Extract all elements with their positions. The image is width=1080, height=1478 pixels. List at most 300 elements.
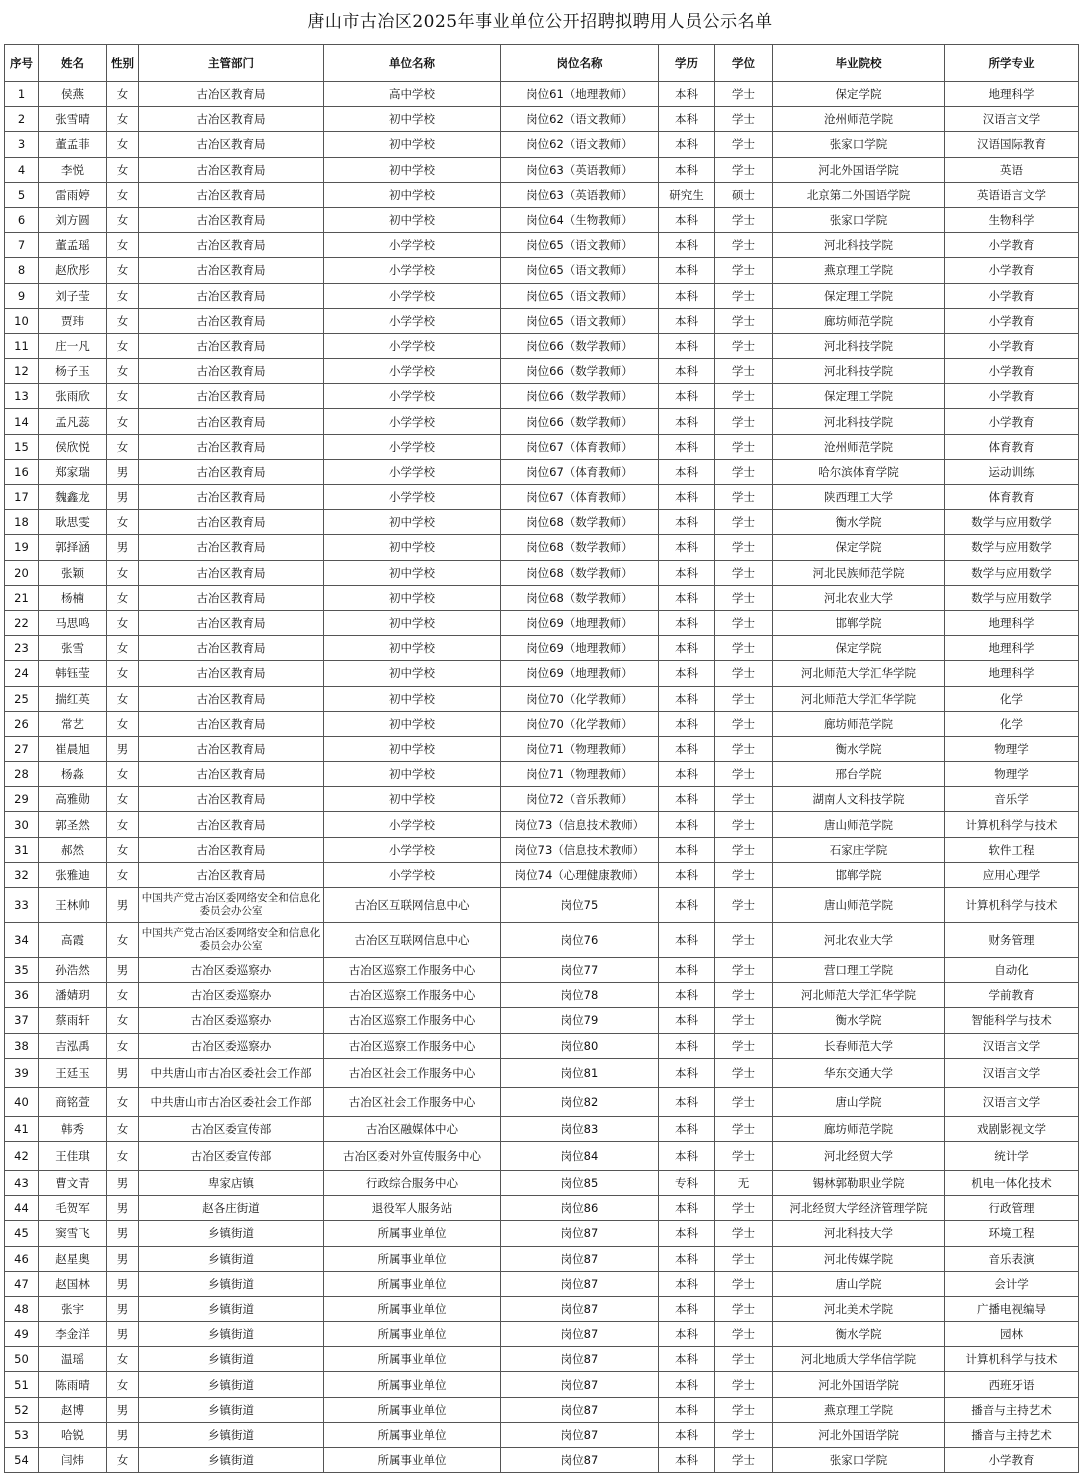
cell-col-school: 营口理工学院 <box>773 958 945 983</box>
cell-col-education: 本科 <box>659 510 715 535</box>
cell-col-position: 岗位82 <box>501 1087 659 1116</box>
cell-col-school: 华东交通大学 <box>773 1058 945 1087</box>
cell-col-education: 本科 <box>659 888 715 923</box>
cell-col-school: 邢台学院 <box>773 762 945 787</box>
cell-col-unit: 初中学校 <box>324 585 501 610</box>
cell-col-position: 岗位67（体育教师） <box>501 459 659 484</box>
cell-col-index: 7 <box>5 233 39 258</box>
cell-col-degree: 学士 <box>715 1196 773 1221</box>
cell-col-unit: 初中学校 <box>324 157 501 182</box>
cell-col-major: 小学教育 <box>945 308 1079 333</box>
cell-col-index: 32 <box>5 862 39 887</box>
cell-col-position: 岗位87 <box>501 1422 659 1447</box>
cell-col-department: 古冶区教育局 <box>139 636 324 661</box>
table-row <box>5 1271 1079 1296</box>
cell-col-position: 岗位70（化学教师） <box>501 686 659 711</box>
cell-col-education: 本科 <box>659 1087 715 1116</box>
cell-col-unit: 小学学校 <box>324 384 501 409</box>
cell-col-gender: 女 <box>107 182 139 207</box>
cell-col-unit: 小学学校 <box>324 359 501 384</box>
cell-col-name: 哈锐 <box>39 1422 107 1447</box>
cell-col-department: 乡镇街道 <box>139 1422 324 1447</box>
cell-col-education: 本科 <box>659 1246 715 1271</box>
cell-col-department: 古冶区教育局 <box>139 132 324 157</box>
cell-col-index: 10 <box>5 308 39 333</box>
cell-col-department: 古冶区教育局 <box>139 535 324 560</box>
cell-col-department: 乡镇街道 <box>139 1221 324 1246</box>
cell-col-position: 岗位87 <box>501 1347 659 1372</box>
cell-col-index: 38 <box>5 1033 39 1058</box>
cell-col-major: 生物科学 <box>945 207 1079 232</box>
cell-col-degree: 学士 <box>715 258 773 283</box>
cell-col-position: 岗位73（信息技术教师） <box>501 837 659 862</box>
cell-col-education: 本科 <box>659 409 715 434</box>
cell-col-unit: 所属事业单位 <box>324 1422 501 1447</box>
cell-col-school: 保定理工学院 <box>773 384 945 409</box>
cell-col-position: 岗位87 <box>501 1271 659 1296</box>
cell-col-index: 5 <box>5 182 39 207</box>
cell-col-department: 古冶区教育局 <box>139 157 324 182</box>
cell-col-gender: 女 <box>107 1448 139 1473</box>
cell-col-major: 汉语国际教育 <box>945 132 1079 157</box>
cell-col-unit: 行政综合服务中心 <box>324 1170 501 1195</box>
cell-col-index: 18 <box>5 510 39 535</box>
cell-col-education: 本科 <box>659 359 715 384</box>
cell-col-index: 25 <box>5 686 39 711</box>
cell-col-unit: 初中学校 <box>324 661 501 686</box>
cell-col-index: 41 <box>5 1116 39 1141</box>
cell-col-school: 燕京理工学院 <box>773 258 945 283</box>
cell-col-major: 地理科学 <box>945 610 1079 635</box>
cell-col-degree: 学士 <box>715 233 773 258</box>
cell-col-degree: 学士 <box>715 812 773 837</box>
cell-col-school: 河北科技大学 <box>773 1221 945 1246</box>
table-row <box>5 1347 1079 1372</box>
cell-col-unit: 初中学校 <box>324 535 501 560</box>
table-row <box>5 762 1079 787</box>
table-row <box>5 459 1079 484</box>
cell-col-department: 古冶区委巡察办 <box>139 1008 324 1033</box>
cell-col-index: 20 <box>5 560 39 585</box>
cell-col-major: 小学教育 <box>945 359 1079 384</box>
cell-col-gender: 女 <box>107 82 139 107</box>
cell-col-degree: 学士 <box>715 923 773 958</box>
cell-col-position: 岗位73（信息技术教师） <box>501 812 659 837</box>
header-col-school: 毕业院校 <box>773 45 945 82</box>
cell-col-gender: 女 <box>107 1347 139 1372</box>
cell-col-name: 董孟菲 <box>39 132 107 157</box>
cell-col-name: 李悦 <box>39 157 107 182</box>
cell-col-degree: 学士 <box>715 409 773 434</box>
cell-col-position: 岗位87 <box>501 1246 659 1271</box>
cell-col-major: 化学 <box>945 686 1079 711</box>
cell-col-degree: 学士 <box>715 1448 773 1473</box>
cell-col-position: 岗位81 <box>501 1058 659 1087</box>
cell-col-degree: 无 <box>715 1170 773 1195</box>
cell-col-education: 本科 <box>659 308 715 333</box>
cell-col-name: 王佳琪 <box>39 1141 107 1170</box>
cell-col-education: 本科 <box>659 1008 715 1033</box>
cell-col-gender: 女 <box>107 409 139 434</box>
cell-col-department: 古冶区教育局 <box>139 384 324 409</box>
cell-col-education: 本科 <box>659 258 715 283</box>
cell-col-degree: 学士 <box>715 1397 773 1422</box>
table-row <box>5 308 1079 333</box>
cell-col-department: 乡镇街道 <box>139 1271 324 1296</box>
header-col-unit: 单位名称 <box>324 45 501 82</box>
table-row <box>5 157 1079 182</box>
cell-col-gender: 男 <box>107 1221 139 1246</box>
cell-col-degree: 学士 <box>715 787 773 812</box>
cell-col-unit: 所属事业单位 <box>324 1372 501 1397</box>
cell-col-name: 郭择涵 <box>39 535 107 560</box>
cell-col-degree: 学士 <box>715 1271 773 1296</box>
cell-col-index: 19 <box>5 535 39 560</box>
cell-col-unit: 初中学校 <box>324 182 501 207</box>
cell-col-unit: 初中学校 <box>324 610 501 635</box>
cell-col-department: 古冶区委巡察办 <box>139 958 324 983</box>
cell-col-major: 小学教育 <box>945 333 1079 358</box>
cell-col-major: 体育教育 <box>945 434 1079 459</box>
header-col-name: 姓名 <box>39 45 107 82</box>
table-row <box>5 384 1079 409</box>
cell-col-major: 小学教育 <box>945 1448 1079 1473</box>
cell-col-position: 岗位80 <box>501 1033 659 1058</box>
cell-col-department: 古冶区教育局 <box>139 409 324 434</box>
cell-col-unit: 初中学校 <box>324 132 501 157</box>
table-row <box>5 560 1079 585</box>
cell-col-department: 古冶区教育局 <box>139 434 324 459</box>
cell-col-school: 长春师范大学 <box>773 1033 945 1058</box>
cell-col-name: 杨子玉 <box>39 359 107 384</box>
cell-col-school: 河北科技学院 <box>773 359 945 384</box>
cell-col-department: 古冶区教育局 <box>139 82 324 107</box>
table-row <box>5 233 1079 258</box>
cell-col-degree: 学士 <box>715 862 773 887</box>
cell-col-degree: 学士 <box>715 585 773 610</box>
cell-col-degree: 学士 <box>715 958 773 983</box>
cell-col-education: 本科 <box>659 585 715 610</box>
cell-col-gender: 女 <box>107 233 139 258</box>
cell-col-index: 23 <box>5 636 39 661</box>
cell-col-index: 26 <box>5 711 39 736</box>
cell-col-school: 邯郸学院 <box>773 862 945 887</box>
cell-col-degree: 学士 <box>715 1372 773 1397</box>
cell-col-major: 西班牙语 <box>945 1372 1079 1397</box>
cell-col-name: 高雅勋 <box>39 787 107 812</box>
table-row <box>5 283 1079 308</box>
cell-col-school: 河北师范大学汇华学院 <box>773 983 945 1008</box>
cell-col-name: 张雅迪 <box>39 862 107 887</box>
header-col-education: 学历 <box>659 45 715 82</box>
cell-col-department: 古冶区教育局 <box>139 661 324 686</box>
cell-col-education: 本科 <box>659 923 715 958</box>
cell-col-name: 马思鸣 <box>39 610 107 635</box>
cell-col-name: 孟凡蕊 <box>39 409 107 434</box>
cell-col-name: 韩钰莹 <box>39 661 107 686</box>
table-row <box>5 736 1079 761</box>
table-row <box>5 409 1079 434</box>
cell-col-unit: 所属事业单位 <box>324 1397 501 1422</box>
cell-col-name: 张雨欣 <box>39 384 107 409</box>
cell-col-unit: 所属事业单位 <box>324 1322 501 1347</box>
cell-col-position: 岗位75 <box>501 888 659 923</box>
cell-col-school: 河北农业大学 <box>773 923 945 958</box>
cell-col-name: 刘子莹 <box>39 283 107 308</box>
cell-col-name: 郭圣然 <box>39 812 107 837</box>
cell-col-name: 吉泓禹 <box>39 1033 107 1058</box>
cell-col-degree: 学士 <box>715 1116 773 1141</box>
cell-col-index: 50 <box>5 1347 39 1372</box>
cell-col-degree: 学士 <box>715 1221 773 1246</box>
cell-col-position: 岗位87 <box>501 1322 659 1347</box>
cell-col-position: 岗位68（数学教师） <box>501 560 659 585</box>
cell-col-degree: 学士 <box>715 434 773 459</box>
cell-col-position: 岗位87 <box>501 1221 659 1246</box>
cell-col-gender: 女 <box>107 1087 139 1116</box>
cell-col-unit: 小学学校 <box>324 812 501 837</box>
cell-col-major: 会计学 <box>945 1271 1079 1296</box>
cell-col-education: 本科 <box>659 736 715 761</box>
cell-col-position: 岗位71（物理教师） <box>501 736 659 761</box>
cell-col-gender: 女 <box>107 258 139 283</box>
cell-col-major: 英语语言文学 <box>945 182 1079 207</box>
cell-col-name: 董孟瑶 <box>39 233 107 258</box>
cell-col-gender: 女 <box>107 636 139 661</box>
table-row <box>5 510 1079 535</box>
cell-col-gender: 女 <box>107 308 139 333</box>
cell-col-department: 古冶区教育局 <box>139 862 324 887</box>
cell-col-school: 河北师范大学汇华学院 <box>773 686 945 711</box>
cell-col-degree: 学士 <box>715 384 773 409</box>
cell-col-name: 雷雨婷 <box>39 182 107 207</box>
cell-col-index: 4 <box>5 157 39 182</box>
cell-col-name: 常艺 <box>39 711 107 736</box>
cell-col-gender: 女 <box>107 1008 139 1033</box>
cell-col-major: 播音与主持艺术 <box>945 1422 1079 1447</box>
cell-col-index: 46 <box>5 1246 39 1271</box>
cell-col-name: 韩秀 <box>39 1116 107 1141</box>
cell-col-degree: 学士 <box>715 157 773 182</box>
cell-col-index: 30 <box>5 812 39 837</box>
table-row <box>5 837 1079 862</box>
cell-col-department: 乡镇街道 <box>139 1397 324 1422</box>
cell-col-education: 本科 <box>659 283 715 308</box>
cell-col-unit: 初中学校 <box>324 736 501 761</box>
cell-col-school: 河北师范大学汇华学院 <box>773 661 945 686</box>
table-row <box>5 333 1079 358</box>
cell-col-school: 张家口学院 <box>773 1448 945 1473</box>
cell-col-major: 地理科学 <box>945 636 1079 661</box>
cell-col-degree: 学士 <box>715 762 773 787</box>
cell-col-school: 衡水学院 <box>773 736 945 761</box>
cell-col-position: 岗位74（心理健康教师） <box>501 862 659 887</box>
cell-col-gender: 女 <box>107 333 139 358</box>
cell-col-index: 27 <box>5 736 39 761</box>
cell-col-school: 保定学院 <box>773 535 945 560</box>
table-row <box>5 1116 1079 1141</box>
cell-col-school: 沧州师范学院 <box>773 107 945 132</box>
cell-col-degree: 学士 <box>715 736 773 761</box>
cell-col-school: 廊坊师范学院 <box>773 1116 945 1141</box>
cell-col-index: 1 <box>5 82 39 107</box>
cell-col-department: 古冶区教育局 <box>139 308 324 333</box>
cell-col-education: 本科 <box>659 711 715 736</box>
cell-col-index: 29 <box>5 787 39 812</box>
cell-col-education: 本科 <box>659 333 715 358</box>
table-body <box>5 82 1079 1473</box>
cell-col-school: 石家庄学院 <box>773 837 945 862</box>
cell-col-gender: 男 <box>107 1397 139 1422</box>
table-row <box>5 1087 1079 1116</box>
cell-col-index: 12 <box>5 359 39 384</box>
cell-col-department: 古冶区教育局 <box>139 283 324 308</box>
cell-col-school: 湖南人文科技学院 <box>773 787 945 812</box>
cell-col-education: 本科 <box>659 1448 715 1473</box>
table-row <box>5 1170 1079 1195</box>
cell-col-school: 保定学院 <box>773 636 945 661</box>
table-row <box>5 958 1079 983</box>
cell-col-name: 赵星奥 <box>39 1246 107 1271</box>
cell-col-unit: 所属事业单位 <box>324 1347 501 1372</box>
header-col-department: 主管部门 <box>139 45 324 82</box>
table-row <box>5 1033 1079 1058</box>
cell-col-name: 揣红英 <box>39 686 107 711</box>
cell-col-major: 数学与应用数学 <box>945 510 1079 535</box>
cell-col-position: 岗位66（数学教师） <box>501 359 659 384</box>
cell-col-school: 张家口学院 <box>773 132 945 157</box>
cell-col-name: 王林帅 <box>39 888 107 923</box>
cell-col-name: 温瑶 <box>39 1347 107 1372</box>
cell-col-department: 古冶区教育局 <box>139 762 324 787</box>
cell-col-major: 英语 <box>945 157 1079 182</box>
cell-col-education: 本科 <box>659 560 715 585</box>
cell-col-school: 张家口学院 <box>773 207 945 232</box>
cell-col-unit: 小学学校 <box>324 485 501 510</box>
cell-col-unit: 小学学校 <box>324 333 501 358</box>
cell-col-gender: 女 <box>107 107 139 132</box>
cell-col-unit: 初中学校 <box>324 510 501 535</box>
cell-col-education: 本科 <box>659 762 715 787</box>
cell-col-index: 45 <box>5 1221 39 1246</box>
cell-col-position: 岗位61（地理教师） <box>501 82 659 107</box>
cell-col-gender: 男 <box>107 1058 139 1087</box>
cell-col-department: 古冶区委宣传部 <box>139 1141 324 1170</box>
cell-col-position: 岗位63（英语教师） <box>501 182 659 207</box>
cell-col-index: 31 <box>5 837 39 862</box>
cell-col-education: 研究生 <box>659 182 715 207</box>
cell-col-name: 高霞 <box>39 923 107 958</box>
cell-col-education: 本科 <box>659 434 715 459</box>
header-col-gender: 性别 <box>107 45 139 82</box>
table-row <box>5 1221 1079 1246</box>
cell-col-position: 岗位66（数学教师） <box>501 409 659 434</box>
table-row <box>5 610 1079 635</box>
cell-col-name: 张雪 <box>39 636 107 661</box>
table-row <box>5 1058 1079 1087</box>
cell-col-major: 小学教育 <box>945 258 1079 283</box>
cell-col-department: 古冶区教育局 <box>139 736 324 761</box>
cell-col-gender: 男 <box>107 1196 139 1221</box>
cell-col-unit: 古冶区巡察工作服务中心 <box>324 983 501 1008</box>
cell-col-position: 岗位68（数学教师） <box>501 535 659 560</box>
cell-col-gender: 男 <box>107 736 139 761</box>
cell-col-degree: 学士 <box>715 510 773 535</box>
cell-col-education: 本科 <box>659 233 715 258</box>
cell-col-school: 北京第二外国语学院 <box>773 182 945 207</box>
cell-col-department: 古冶区教育局 <box>139 233 324 258</box>
cell-col-department: 中国共产党古冶区委网络安全和信息化委员会办公室 <box>139 923 324 958</box>
cell-col-school: 河北美术学院 <box>773 1296 945 1321</box>
cell-col-index: 54 <box>5 1448 39 1473</box>
cell-col-name: 蔡雨轩 <box>39 1008 107 1033</box>
cell-col-name: 刘方圆 <box>39 207 107 232</box>
cell-col-unit: 小学学校 <box>324 434 501 459</box>
cell-col-unit: 小学学校 <box>324 409 501 434</box>
cell-col-gender: 女 <box>107 585 139 610</box>
cell-col-unit: 小学学校 <box>324 258 501 283</box>
cell-col-degree: 学士 <box>715 207 773 232</box>
table-row <box>5 485 1079 510</box>
cell-col-education: 本科 <box>659 107 715 132</box>
cell-col-index: 36 <box>5 983 39 1008</box>
cell-col-gender: 女 <box>107 983 139 1008</box>
cell-col-gender: 女 <box>107 610 139 635</box>
cell-col-major: 汉语言文学 <box>945 1058 1079 1087</box>
cell-col-department: 古冶区教育局 <box>139 787 324 812</box>
cell-col-unit: 小学学校 <box>324 233 501 258</box>
cell-col-major: 园林 <box>945 1322 1079 1347</box>
cell-col-index: 44 <box>5 1196 39 1221</box>
cell-col-major: 计算机科学与技术 <box>945 888 1079 923</box>
table-row <box>5 888 1079 923</box>
cell-col-gender: 女 <box>107 837 139 862</box>
cell-col-major: 音乐学 <box>945 787 1079 812</box>
cell-col-education: 本科 <box>659 82 715 107</box>
cell-col-school: 邯郸学院 <box>773 610 945 635</box>
cell-col-name: 杨楠 <box>39 585 107 610</box>
cell-col-education: 本科 <box>659 661 715 686</box>
cell-col-major: 机电一体化技术 <box>945 1170 1079 1195</box>
cell-col-index: 34 <box>5 923 39 958</box>
cell-col-gender: 女 <box>107 359 139 384</box>
cell-col-gender: 男 <box>107 1422 139 1447</box>
cell-col-index: 14 <box>5 409 39 434</box>
cell-col-degree: 学士 <box>715 661 773 686</box>
cell-col-gender: 男 <box>107 1296 139 1321</box>
cell-col-education: 本科 <box>659 1116 715 1141</box>
cell-col-index: 52 <box>5 1397 39 1422</box>
cell-col-position: 岗位68（数学教师） <box>501 585 659 610</box>
header-col-degree: 学位 <box>715 45 773 82</box>
cell-col-index: 37 <box>5 1008 39 1033</box>
cell-col-major: 财务管理 <box>945 923 1079 958</box>
cell-col-name: 杨淼 <box>39 762 107 787</box>
cell-col-department: 卑家店镇 <box>139 1170 324 1195</box>
cell-col-department: 古冶区教育局 <box>139 560 324 585</box>
cell-col-school: 河北科技学院 <box>773 409 945 434</box>
cell-col-school: 廊坊师范学院 <box>773 308 945 333</box>
cell-col-major: 数学与应用数学 <box>945 585 1079 610</box>
cell-col-name: 赵博 <box>39 1397 107 1422</box>
cell-col-index: 17 <box>5 485 39 510</box>
cell-col-gender: 女 <box>107 384 139 409</box>
cell-col-degree: 学士 <box>715 636 773 661</box>
cell-col-unit: 古冶区融媒体中心 <box>324 1116 501 1141</box>
cell-col-position: 岗位69（地理教师） <box>501 610 659 635</box>
cell-col-school: 锡林郭勒职业学院 <box>773 1170 945 1195</box>
cell-col-school: 衡水学院 <box>773 510 945 535</box>
